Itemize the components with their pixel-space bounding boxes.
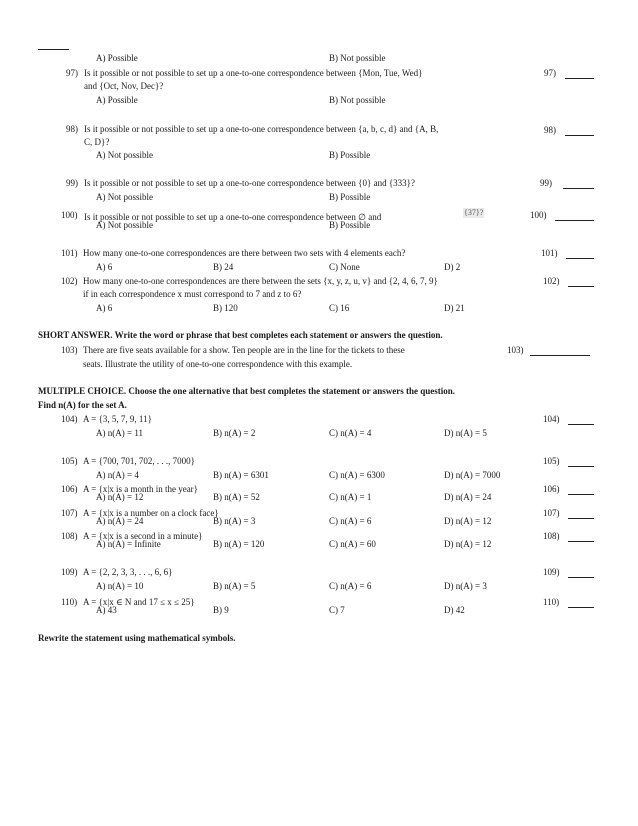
question-text: Is it possible or not possible to set up a one-to-one correspondence between {a, b, c, d} and {A, B, — [84, 124, 439, 134]
choice-a: A) Possible — [96, 53, 138, 63]
choice-b: B) n(A) = 120 — [213, 539, 265, 549]
choice-a: A) n(A) = 4 — [96, 470, 139, 480]
question-number: 98) — [66, 124, 78, 134]
answer-label: 102) — [543, 276, 560, 286]
answer-label: 101) — [541, 248, 558, 258]
choice-c: C) n(A) = 6300 — [329, 470, 385, 480]
section-heading-rewrite: Rewrite the statement using mathematical symbols. — [38, 633, 236, 643]
answer-label: 107) — [543, 508, 560, 518]
choice-c: C) n(A) = 4 — [329, 428, 372, 438]
question-text: A = {3, 5, 7, 9, 11} — [83, 414, 152, 424]
question-text: A = {700, 701, 702, . . ., 7000} — [83, 456, 195, 466]
choice-c: C) n(A) = 60 — [329, 539, 376, 549]
answer-label: 103) — [507, 345, 524, 355]
question-number: 99) — [66, 178, 78, 188]
answer-blank[interactable] — [568, 286, 594, 287]
set-symbol-image: {37}? — [464, 208, 484, 217]
answer-blank[interactable] — [568, 607, 594, 608]
choice-b: B) Possible — [329, 220, 371, 230]
answer-blank[interactable] — [565, 135, 594, 136]
answer-label: 98) — [544, 125, 556, 135]
choice-c: C) n(A) = 6 — [329, 516, 372, 526]
question-text-cont: C, D}? — [84, 137, 110, 147]
answer-label: 108) — [543, 531, 560, 541]
choice-c: C) n(A) = 1 — [329, 492, 372, 502]
choice-b: B) n(A) = 2 — [213, 428, 256, 438]
choice-a: A) Not possible — [96, 192, 153, 202]
question-text: A = {x|x ∈ N and 17 ≤ x ≤ 25} — [83, 597, 195, 607]
question-number: 107) — [61, 508, 78, 518]
question-number: 110) — [61, 597, 78, 607]
choice-d: D) n(A) = 3 — [444, 581, 487, 591]
answer-blank[interactable] — [555, 220, 594, 221]
choice-d: D) n(A) = 24 — [444, 492, 492, 502]
choice-a: A) n(A) = 24 — [96, 516, 144, 526]
answer-label: 97) — [544, 68, 556, 78]
question-number: 104) — [61, 414, 78, 424]
question-text: How many one-to-one correspondences are there between the sets {x, y, z, u, v} and {2, 4, 6, 7, 9} — [83, 276, 438, 286]
choice-d: D) 21 — [444, 303, 465, 313]
choice-d: D) 42 — [444, 605, 465, 615]
question-text: Is it possible or not possible to set up a one-to-one correspondence between {Mon, Tue, Wed} — [84, 68, 423, 78]
choice-d: D) 2 — [444, 262, 461, 272]
choice-a: A) 6 — [96, 303, 113, 313]
question-text: How many one-to-one correspondences are there between two sets with 4 elements each? — [83, 248, 406, 258]
section-heading-multiple-choice: MULTIPLE CHOICE. Choose the one alternative that best completes the statement or answers the question. — [38, 386, 455, 396]
question-number: 109) — [61, 567, 78, 577]
choice-c: C) 7 — [329, 605, 345, 615]
answer-blank[interactable] — [568, 424, 594, 425]
question-text: A = {x|x is a month in the year} — [83, 484, 199, 494]
question-text: A = {2, 2, 3, 3, . . ., 6, 6} — [83, 567, 173, 577]
choice-d: D) n(A) = 12 — [444, 516, 492, 526]
question-text: A = {x|x is a number on a clock face} — [83, 508, 219, 518]
question-text-cont: if in each correspondence x must correspond to 7 and z to 6? — [83, 289, 302, 299]
choice-a: A) n(A) = 11 — [96, 428, 143, 438]
choice-a: A) Not possible — [96, 220, 153, 230]
answer-blank[interactable] — [568, 518, 594, 519]
answer-label: 104) — [543, 414, 560, 424]
choice-b: B) Not possible — [329, 95, 386, 105]
choice-a: A) Not possible — [96, 150, 153, 160]
question-text: A = {x|x is a second in a minute} — [83, 531, 203, 541]
answer-blank[interactable] — [565, 78, 594, 79]
answer-label: 109) — [543, 567, 560, 577]
choice-d: D) n(A) = 7000 — [444, 470, 501, 480]
choice-d: D) n(A) = 12 — [444, 539, 492, 549]
answer-blank[interactable] — [568, 494, 594, 495]
answer-blank[interactable] — [563, 188, 594, 189]
question-number: 105) — [61, 456, 78, 466]
answer-blank[interactable] — [566, 258, 594, 259]
question-text: Is it possible or not possible to set up a one-to-one correspondence between ∅ and — [84, 212, 382, 222]
answer-label: 106) — [543, 484, 560, 494]
choice-b: B) n(A) = 52 — [213, 492, 260, 502]
choice-b: B) 24 — [213, 262, 234, 272]
section-heading-short-answer: SHORT ANSWER. Write the word or phrase that best completes each statement or answers the question. — [38, 330, 443, 340]
choice-b: B) Possible — [329, 150, 371, 160]
question-text: There are five seats available for a show. Ten people are in the line for the tickets to these — [83, 345, 405, 355]
choice-b: B) n(A) = 6301 — [213, 470, 269, 480]
answer-label: 110) — [543, 597, 560, 607]
answer-blank[interactable] — [568, 541, 594, 542]
choice-a: A) n(A) = 10 — [96, 581, 144, 591]
question-number: 108) — [61, 531, 78, 541]
choice-b: B) Possible — [329, 192, 371, 202]
choice-a: A) Possible — [96, 95, 138, 105]
choice-a: A) 43 — [96, 605, 117, 615]
question-text-cont: and {Oct, Nov, Dec}? — [84, 81, 164, 91]
question-number: 101) — [61, 248, 78, 258]
choice-b: B) Not possible — [329, 53, 386, 63]
answer-blank[interactable] — [568, 466, 594, 467]
choice-b: B) n(A) = 5 — [213, 581, 256, 591]
choice-c: C) n(A) = 6 — [329, 581, 372, 591]
choice-a: A) n(A) = 12 — [96, 492, 144, 502]
answer-label: 100) — [530, 210, 547, 220]
choice-b: B) 120 — [213, 303, 238, 313]
top-answer-line — [38, 49, 69, 50]
answer-blank[interactable] — [568, 577, 594, 578]
choice-a: A) n(A) = Infinite — [96, 539, 161, 549]
question-number: 102) — [61, 276, 78, 286]
choice-a: A) 6 — [96, 262, 113, 272]
choice-b: B) 9 — [213, 605, 229, 615]
question-number: 106) — [61, 484, 78, 494]
question-text-cont: seats. Illustrate the utility of one-to-one correspondence with this example. — [83, 359, 353, 369]
choice-d: D) n(A) = 5 — [444, 428, 487, 438]
question-number: 97) — [66, 68, 78, 78]
question-number: 103) — [61, 345, 78, 355]
question-text: Is it possible or not possible to set up a one-to-one correspondence between {0} and {333}? — [84, 178, 415, 188]
answer-label: 99) — [540, 178, 552, 188]
choice-c: C) None — [329, 262, 360, 272]
section-subheading: Find n(A) for the set A. — [38, 400, 127, 410]
choice-b: B) n(A) = 3 — [213, 516, 256, 526]
answer-blank[interactable] — [530, 355, 590, 356]
question-number: 100) — [61, 210, 78, 220]
answer-label: 105) — [543, 456, 560, 466]
choice-c: C) 16 — [329, 303, 350, 313]
